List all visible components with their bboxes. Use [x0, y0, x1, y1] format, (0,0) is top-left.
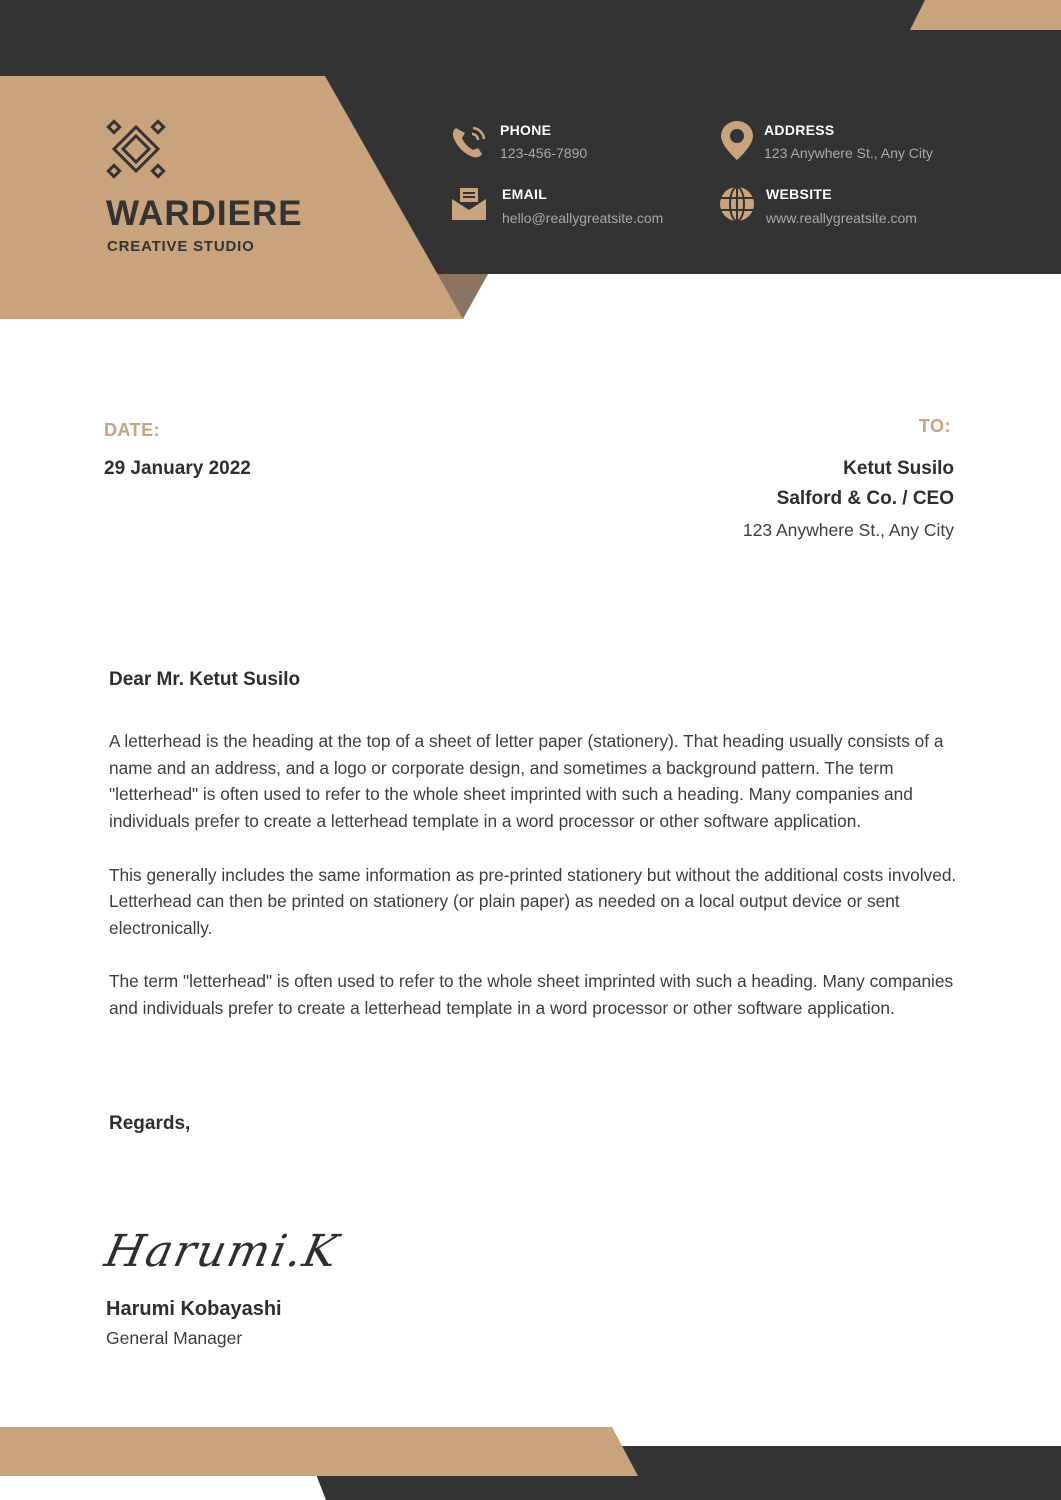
diamond-knot-logo-icon: [105, 118, 167, 180]
signer-title: General Manager: [106, 1328, 243, 1348]
letter-paragraph: This generally includes the same information as pre-printed stationery but without the additional costs involved. Letterhead can then be printed on stationery (or plain paper) as needed on a local output device or sent electronically.: [109, 864, 957, 938]
date-label: DATE:: [104, 420, 161, 440]
website-value[interactable]: www.reallygreatsite.com: [766, 210, 917, 226]
date-value: 29 January 2022: [104, 458, 251, 479]
letter-paragraph: A letterhead is the heading at the top of a sheet of letter paper (stationery). That heading usually consists of a name and an address, and a logo or corporate design, and sometimes a background pattern. The term "letterhead" is often used to refer to the whole sheet imprinted with such a heading. Many companies and individuals prefer to create a letterhead template in a word processor or other software application.: [109, 731, 944, 832]
salutation: Dear Mr. Ketut Susilo: [109, 669, 301, 690]
recipient-name: Ketut Susilo: [843, 458, 954, 479]
letter-paragraph: The term "letterhead" is often used to refer to the whole sheet imprinted with such a heading. Many companies and individuals prefer to create a letterhead template in a word processor or other software application.: [109, 971, 954, 1018]
footer-accent-band: [0, 1427, 638, 1476]
phone-icon: [450, 122, 490, 160]
brand-subtitle: CREATIVE STUDIO: [107, 238, 255, 255]
closing: Regards,: [109, 1113, 191, 1134]
address-label: ADDRESS: [764, 122, 835, 138]
globe-icon: [718, 185, 756, 223]
recipient-address: 123 Anywhere St., Any City: [742, 520, 954, 540]
brand-name: WARDIERE: [106, 194, 303, 233]
signature-script: Harumi.K: [100, 1226, 345, 1277]
email-label: EMAIL: [502, 186, 548, 202]
phone-value[interactable]: 123-456-7890: [500, 145, 588, 161]
envelope-icon: [450, 186, 488, 222]
footer-background: [0, 1427, 1061, 1500]
email-value[interactable]: hello@reallygreatsite.com: [502, 210, 664, 226]
location-pin-icon: [719, 119, 755, 161]
address-value: 123 Anywhere St., Any City: [764, 145, 933, 161]
website-label: WEBSITE: [766, 186, 832, 202]
header-corner-accent: [910, 0, 1061, 30]
phone-label: PHONE: [500, 122, 552, 138]
to-label: TO:: [918, 416, 951, 436]
letter-body: [109, 728, 969, 1048]
recipient-company: Salford & Co. / CEO: [776, 488, 954, 509]
signer-name: Harumi Kobayashi: [106, 1298, 282, 1320]
